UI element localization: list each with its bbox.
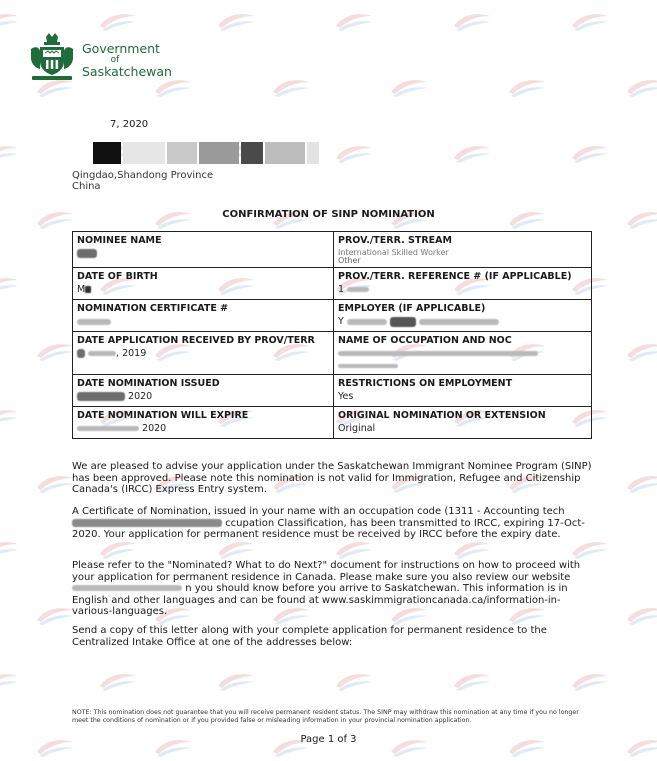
address-line: China (72, 181, 101, 192)
watermark-swoosh-icon (0, 10, 20, 32)
cell-value: Original (338, 423, 376, 434)
table-cell (73, 268, 334, 300)
watermark-swoosh-icon (334, 538, 374, 560)
watermark-swoosh-icon (98, 670, 138, 692)
watermark-swoosh-icon (98, 10, 138, 32)
table-cell (334, 407, 592, 439)
cell-value: 2020 (77, 423, 329, 435)
watermark-swoosh-icon (0, 142, 20, 164)
table-row (73, 232, 592, 268)
paragraph-next-steps: Please refer to the "Nominated? What to do Next?" document for instructions on how to proceed with your application for permanent residence in Canada. Please make sure you also review our website n you should know before you arrive to Saskatchewan. This information is in English and other languages and can be found at www.saskimmigrationcanada.ca/information-in-various-languages. (72, 560, 581, 617)
watermark-swoosh-icon (35, 472, 75, 494)
watermark-swoosh-icon (216, 670, 256, 692)
cell-label: EMPLOYER (IF APPLICABLE) (338, 303, 486, 314)
cell-label: NAME OF OCCUPATION AND NOC (338, 335, 512, 346)
table-cell (73, 300, 334, 332)
table-cell (334, 268, 592, 300)
page-number: Page 1 of 3 (300, 734, 357, 745)
paragraph-certificate: A Certificate of Nomination, issued in your name with an occupation code (1311 - Accounting tech ccupation Classification, has been transmitted to IRCC, expiring 17-Oct-2020. Your application for permanent residence must be received by IRCC before the expiry date. (72, 506, 585, 540)
watermark-swoosh-icon (625, 76, 657, 98)
table-row (73, 268, 592, 300)
nomination-details-table (72, 231, 592, 439)
paragraph-approval: We are pleased to advise your application under the Saskatchewan Immigrant Nominee Program (SINP) has been approved. Please note this nomination is not valid for Immigration, Refugee and Citizenship Canada's (IRCC) Express Entry system. (72, 461, 592, 495)
cell-label: RESTRICTIONS ON EMPLOYMENT (338, 378, 513, 389)
watermark-swoosh-icon (570, 10, 610, 32)
table-cell (334, 300, 592, 332)
table-row (73, 332, 592, 375)
watermark-swoosh-icon (452, 538, 492, 560)
watermark-swoosh-icon (35, 340, 75, 362)
recipient-address (72, 170, 213, 192)
watermark-swoosh-icon (334, 10, 374, 32)
table-row (73, 407, 592, 439)
watermark-swoosh-icon (570, 538, 610, 560)
redaction-block (93, 142, 121, 164)
cell-value: , 2019 (77, 348, 329, 360)
cell-value: Other (338, 256, 361, 265)
cell-value: Yes (338, 391, 354, 402)
watermark-swoosh-icon (334, 670, 374, 692)
watermark-swoosh-icon (216, 10, 256, 32)
table-cell (334, 232, 592, 268)
watermark-swoosh-icon (0, 538, 20, 560)
watermark-swoosh-icon (570, 142, 610, 164)
saskatchewan-crest-logo (26, 33, 78, 83)
gov-line-1: Government (82, 41, 160, 56)
cell-value: M (77, 284, 329, 296)
redaction-block (265, 142, 305, 164)
watermark-swoosh-icon (153, 76, 193, 98)
cell-label: PROV./TERR. STREAM (338, 235, 452, 246)
paragraph-send-copy: Send a copy of this letter along with your complete application for permanent residence to the Centralized Intake Office at one of the addresses below: (72, 625, 547, 648)
table-cell (73, 332, 334, 375)
letter-date: 7, 2020 (110, 119, 149, 130)
table-cell (73, 375, 334, 407)
redaction-block (307, 142, 319, 164)
watermark-swoosh-icon (271, 76, 311, 98)
redaction-block (167, 142, 197, 164)
cell-label: PROV./TERR. REFERENCE # (IF APPLICABLE) (338, 271, 572, 282)
watermark-swoosh-icon (389, 76, 429, 98)
watermark-swoosh-icon (216, 538, 256, 560)
redaction-block (199, 142, 239, 164)
cell-label: NOMINATION CERTIFICATE # (77, 303, 229, 314)
redaction-block (123, 142, 165, 164)
cell-value (77, 248, 329, 260)
watermark-swoosh-icon (334, 142, 374, 164)
government-wordmark (82, 42, 172, 78)
cell-value: 2020 (77, 391, 329, 403)
cell-label: DATE OF BIRTH (77, 271, 158, 282)
watermark-swoosh-icon (452, 10, 492, 32)
watermark-swoosh-icon (625, 340, 657, 362)
watermark-swoosh-icon (452, 142, 492, 164)
cell-label: NOMINEE NAME (77, 235, 162, 246)
watermark-swoosh-icon (452, 670, 492, 692)
footer-note: NOTE: This nomination does not guarantee that you will receive permanent resident status. The SINP may withdraw this nomination at any time if you no longer meet the conditions of nomination or if you provided false or misleading information in your provincial nomination application. (72, 709, 579, 724)
table-cell (334, 332, 592, 375)
cell-label: DATE APPLICATION RECEIVED BY PROV/TERR (77, 335, 315, 346)
redacted-recipient (93, 142, 323, 164)
cell-value (338, 348, 587, 372)
watermark-swoosh-icon (0, 406, 20, 428)
watermark-swoosh-icon (98, 538, 138, 560)
gov-line-3: Saskatchewan (82, 64, 172, 79)
watermark-swoosh-icon (570, 670, 610, 692)
cell-value: Y (338, 316, 587, 328)
table-cell (334, 375, 592, 407)
table-row (73, 375, 592, 407)
watermark-swoosh-icon (0, 274, 20, 296)
document-title: CONFIRMATION OF SINP NOMINATION (222, 209, 435, 220)
table-row (73, 300, 592, 332)
watermark-swoosh-icon (35, 604, 75, 626)
watermark-swoosh-icon (625, 472, 657, 494)
watermark-swoosh-icon (625, 604, 657, 626)
gov-line-of: of (110, 55, 120, 65)
cell-value: International Skilled Worker (338, 248, 449, 257)
cell-label: DATE NOMINATION ISSUED (77, 378, 220, 389)
watermark-swoosh-icon (507, 76, 547, 98)
cell-value (77, 316, 329, 328)
address-line: Qingdao,Shandong Province (72, 170, 214, 181)
cell-value: 1 (338, 284, 587, 296)
watermark-swoosh-icon (0, 670, 20, 692)
cell-label: DATE NOMINATION WILL EXPIRE (77, 410, 249, 421)
cell-label: ORIGINAL NOMINATION OR EXTENSION (338, 410, 546, 421)
table-cell (73, 407, 334, 439)
redaction-block (241, 142, 263, 164)
table-cell (73, 232, 334, 268)
